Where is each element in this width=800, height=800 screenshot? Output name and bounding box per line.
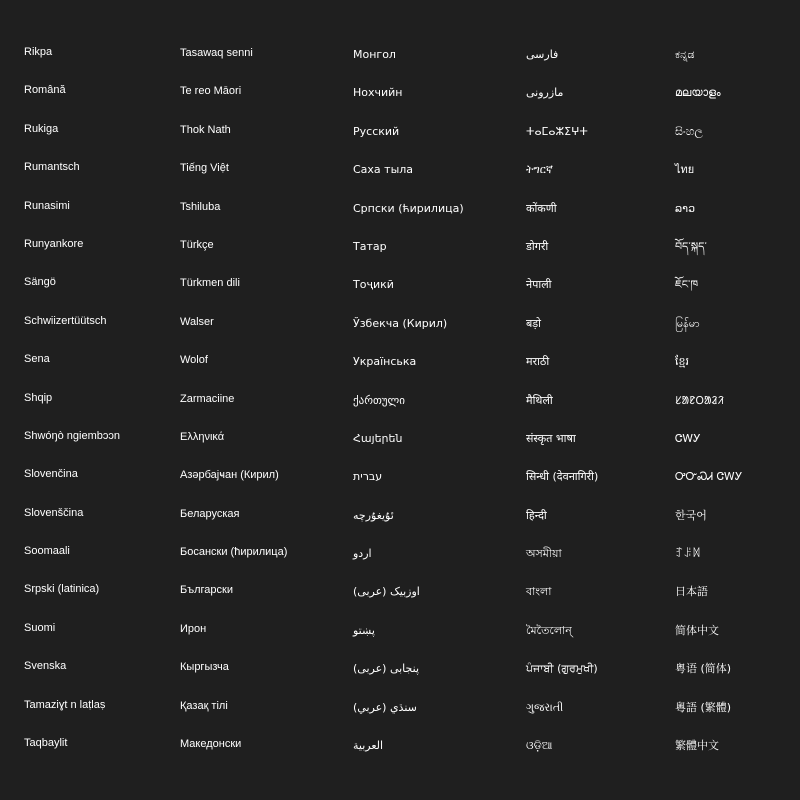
language-option[interactable]: Ελληνικά [180, 430, 225, 443]
language-option[interactable]: Română [24, 84, 66, 97]
language-option[interactable]: Македонски [180, 738, 242, 751]
language-option[interactable]: Sena [24, 353, 50, 366]
language-option[interactable]: فارسی [526, 48, 559, 61]
language-option[interactable]: Te reo Māori [180, 85, 242, 98]
language-option[interactable]: Тоҷикӣ [353, 278, 394, 292]
language-option[interactable]: ᎤᏅᏍᏗ ᏣᎳᎩ [675, 470, 743, 484]
language-option[interactable]: ᏣᎳᎩ [675, 431, 701, 445]
language-option[interactable]: မြန်မာ [675, 316, 700, 330]
language-option[interactable]: बड़ो [526, 316, 542, 330]
language-option[interactable]: Азәрбајҹан (Кирил) [180, 469, 279, 482]
language-option[interactable]: Zarmaciine [180, 392, 235, 405]
language-option[interactable]: বাংলা [526, 585, 552, 599]
language-option[interactable]: ꆈꌠꉙ [675, 547, 701, 561]
language-column-3 [353, 36, 464, 765]
language-option[interactable]: कोंकणी [526, 201, 557, 215]
language-option[interactable]: ትግርኛ [526, 163, 553, 177]
language-option[interactable]: Tasawaq senni [180, 47, 253, 59]
language-option[interactable]: Slovenčina [24, 468, 78, 481]
language-option[interactable]: Հայերեն [353, 431, 403, 445]
language-option[interactable]: संस्कृत भाषा [526, 431, 576, 445]
language-option[interactable]: অসমীয়া [526, 547, 562, 561]
language-column-5 [675, 36, 742, 765]
language-option[interactable]: Беларуская [180, 507, 240, 520]
language-option[interactable]: Srpski (latinica) [24, 583, 100, 596]
language-option[interactable]: Suomi [24, 621, 56, 634]
language-option[interactable]: ខ្មែរ [675, 355, 689, 369]
language-option[interactable]: پنجابی (عربی) [353, 662, 420, 676]
language-option[interactable]: Türkçe [180, 238, 214, 251]
language-option[interactable]: Runasimi [24, 199, 70, 212]
language-option[interactable]: हिन्दी [526, 508, 547, 522]
language-option[interactable]: ગુજરાતી [526, 700, 564, 714]
language-option[interactable]: 日本語 [675, 585, 708, 599]
language-option[interactable]: مازرونی [526, 86, 564, 100]
language-option[interactable]: Русский [353, 124, 400, 138]
language-option[interactable]: 粵語 (繁體) [675, 700, 732, 714]
language-option[interactable]: Tamaziɣt n laṭlaṣ [24, 698, 106, 711]
language-option[interactable]: Татар [353, 239, 387, 253]
language-option[interactable]: ಕನ್ನಡ [675, 48, 695, 61]
language-option[interactable]: Ирон [180, 622, 207, 635]
language-option[interactable]: Soomaali [24, 545, 70, 558]
language-option[interactable]: Монгол [353, 48, 396, 61]
language-option[interactable]: 한국어 [675, 508, 707, 522]
language-option[interactable]: العربية [353, 739, 384, 753]
language-option[interactable]: Қазақ тілі [180, 699, 228, 712]
language-option[interactable]: اردو [353, 547, 372, 561]
language-option[interactable]: ਪੰਜਾਬੀ (ਗੁਰਮੁਖੀ) [526, 662, 598, 676]
language-option[interactable]: Српски (ћирилица) [353, 201, 464, 215]
language-option[interactable]: Rumantsch [24, 161, 80, 174]
language-option[interactable]: Кыргызча [180, 661, 229, 674]
language-option[interactable]: Taqbaylit [24, 737, 68, 750]
language-option[interactable]: Thok Nath [180, 123, 231, 136]
language-column-1 [24, 33, 120, 762]
language-option[interactable]: 粤语 (简体) [675, 662, 732, 676]
language-option[interactable]: Sängö [24, 276, 56, 289]
language-option[interactable]: پښتو [353, 623, 375, 637]
language-option[interactable]: सिन्धी (देवनागिरी) [526, 470, 599, 484]
language-option[interactable]: Walser [180, 315, 214, 328]
language-option[interactable]: ᱥᱟᱱᱛᱟᱲᱤ [675, 393, 724, 407]
language-option[interactable]: Schwiizertüütsch [24, 314, 107, 327]
language-option[interactable]: ქართული [353, 393, 405, 407]
language-option[interactable]: Нохчийн [353, 86, 403, 100]
language-option[interactable]: བོད་སྐད་ [675, 239, 707, 253]
language-option[interactable]: Slovenščina [24, 506, 84, 519]
language-option[interactable]: मैथिली [526, 393, 553, 407]
language-option[interactable]: মৈতৈলোন্ [526, 623, 572, 637]
language-option[interactable]: ଓଡ଼ିଆ [526, 739, 553, 753]
language-option[interactable]: Shwóŋò ngiembɔɔn [24, 429, 121, 442]
language-option[interactable]: Tiếng Việt [180, 162, 229, 175]
language-option[interactable]: Українська [353, 355, 417, 369]
language-option[interactable]: ⵜⴰⵎⴰⵣⵉⵖⵜ [526, 124, 588, 138]
language-option[interactable]: سنڌي (عربي) [353, 700, 417, 714]
language-option[interactable]: Shqip [24, 391, 53, 404]
language-option[interactable]: മലയാളം [675, 86, 721, 100]
language-option[interactable]: ไทย [675, 163, 695, 177]
language-option[interactable]: Svenska [24, 660, 67, 673]
language-option[interactable]: Босански (ћирилица) [180, 546, 288, 559]
language-option[interactable]: עברית [353, 470, 383, 484]
language-option[interactable]: සිංහල [675, 124, 703, 138]
language-option[interactable]: डोगरी [526, 239, 549, 253]
language-option[interactable]: ئۇيغۇرچە [353, 508, 394, 522]
language-option[interactable]: Ўзбекча (Кирил) [353, 316, 448, 330]
language-option[interactable]: Runyankore [24, 237, 84, 250]
language-column-4 [526, 36, 598, 765]
language-option[interactable]: Tshiluba [180, 200, 221, 213]
language-option[interactable]: Rikpa [24, 46, 53, 58]
language-option[interactable]: 简体中文 [675, 623, 719, 637]
language-option[interactable]: मराठी [526, 355, 550, 369]
language-option[interactable]: ລາວ [675, 201, 696, 215]
language-option[interactable]: Rukiga [24, 122, 59, 135]
language-option[interactable]: Български [180, 584, 233, 597]
language-option[interactable]: Türkmen dili [180, 277, 240, 290]
language-option[interactable]: Саха тыла [353, 163, 414, 177]
language-option[interactable]: 繁體中文 [675, 739, 719, 753]
language-column-2 [180, 34, 287, 763]
language-option[interactable]: اوزبیک (عربی) [353, 585, 420, 599]
language-option[interactable]: Wolof [180, 354, 208, 367]
language-option[interactable]: नेपाली [526, 278, 552, 292]
language-option[interactable]: ཇོང་ཁ [675, 278, 699, 292]
